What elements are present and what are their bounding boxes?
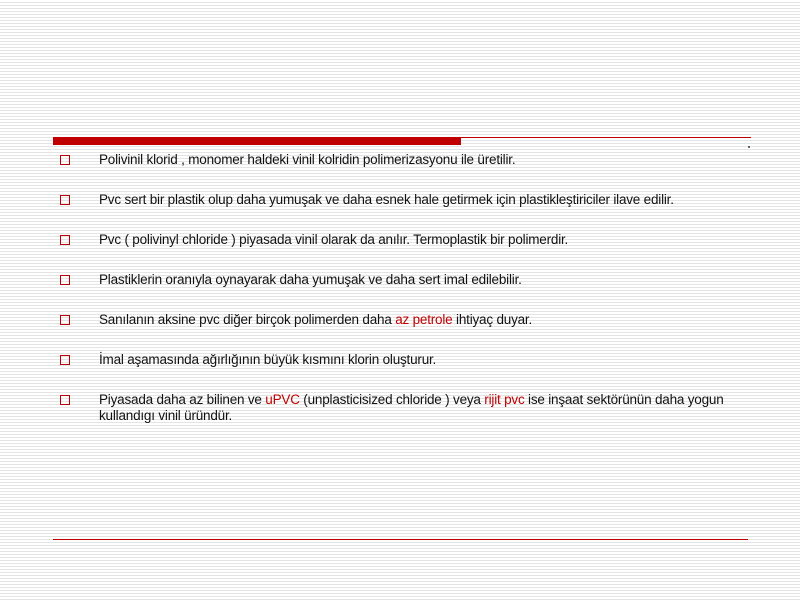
bottom-accent-line [53, 539, 748, 540]
bullet-text-part: ise inşaat sektörünün daha yogun kullandıgı vinil üründür. [99, 392, 724, 423]
hollow-square-icon [60, 195, 70, 205]
list-item [58, 352, 738, 368]
list-item [58, 232, 738, 248]
bullet-text: Plastiklerin oranıyla oynayarak daha yumuşak ve daha sert imal edilebilir. [99, 272, 522, 287]
hollow-square-icon [60, 395, 70, 405]
decorative-dot [748, 146, 750, 148]
hollow-square-icon [60, 355, 70, 365]
bullet-text: İmal aşamasında ağırlığının büyük kısmını klorin oluşturur. [99, 352, 437, 367]
bullet-text: Pvc ( polivinyl chloride ) piyasada vinil olarak da anılır. Termoplastik bir polimerdir. [99, 232, 569, 247]
list-item [58, 152, 738, 168]
bullet-text [99, 312, 532, 327]
list-item [58, 312, 738, 328]
bullet-text-part: Sanılanın aksine pvc diğer birçok polimerden daha [99, 312, 396, 327]
hollow-square-icon [60, 235, 70, 245]
list-item [58, 272, 738, 288]
highlight-az-petrole: az petrole [395, 312, 453, 327]
hollow-square-icon [60, 275, 70, 285]
hollow-square-icon [60, 315, 70, 325]
top-accent-line [461, 137, 751, 138]
list-item [58, 192, 738, 208]
hollow-square-icon [60, 155, 70, 165]
bullet-text: Pvc sert bir plastik olup daha yumuşak ve daha esnek hale getirmek için plastikleştiriciler ilave edilir. [99, 192, 674, 207]
list-item [58, 392, 738, 424]
top-accent-bar [53, 137, 461, 145]
highlight-rijit-pvc: rijit pvc [484, 392, 525, 407]
bullet-text-part: Piyasada daha az bilinen ve [99, 392, 266, 407]
bullet-list [58, 152, 738, 448]
highlight-upvc: uPVC [265, 392, 300, 407]
bullet-text-part: ihtiyaç duyar. [452, 312, 533, 327]
bullet-text [99, 392, 724, 423]
bullet-text-part: (unplasticisized chloride ) veya [299, 392, 485, 407]
bullet-text: Polivinil klorid , monomer haldeki vinil kolridin polimerizasyonu ile üretilir. [99, 152, 516, 167]
